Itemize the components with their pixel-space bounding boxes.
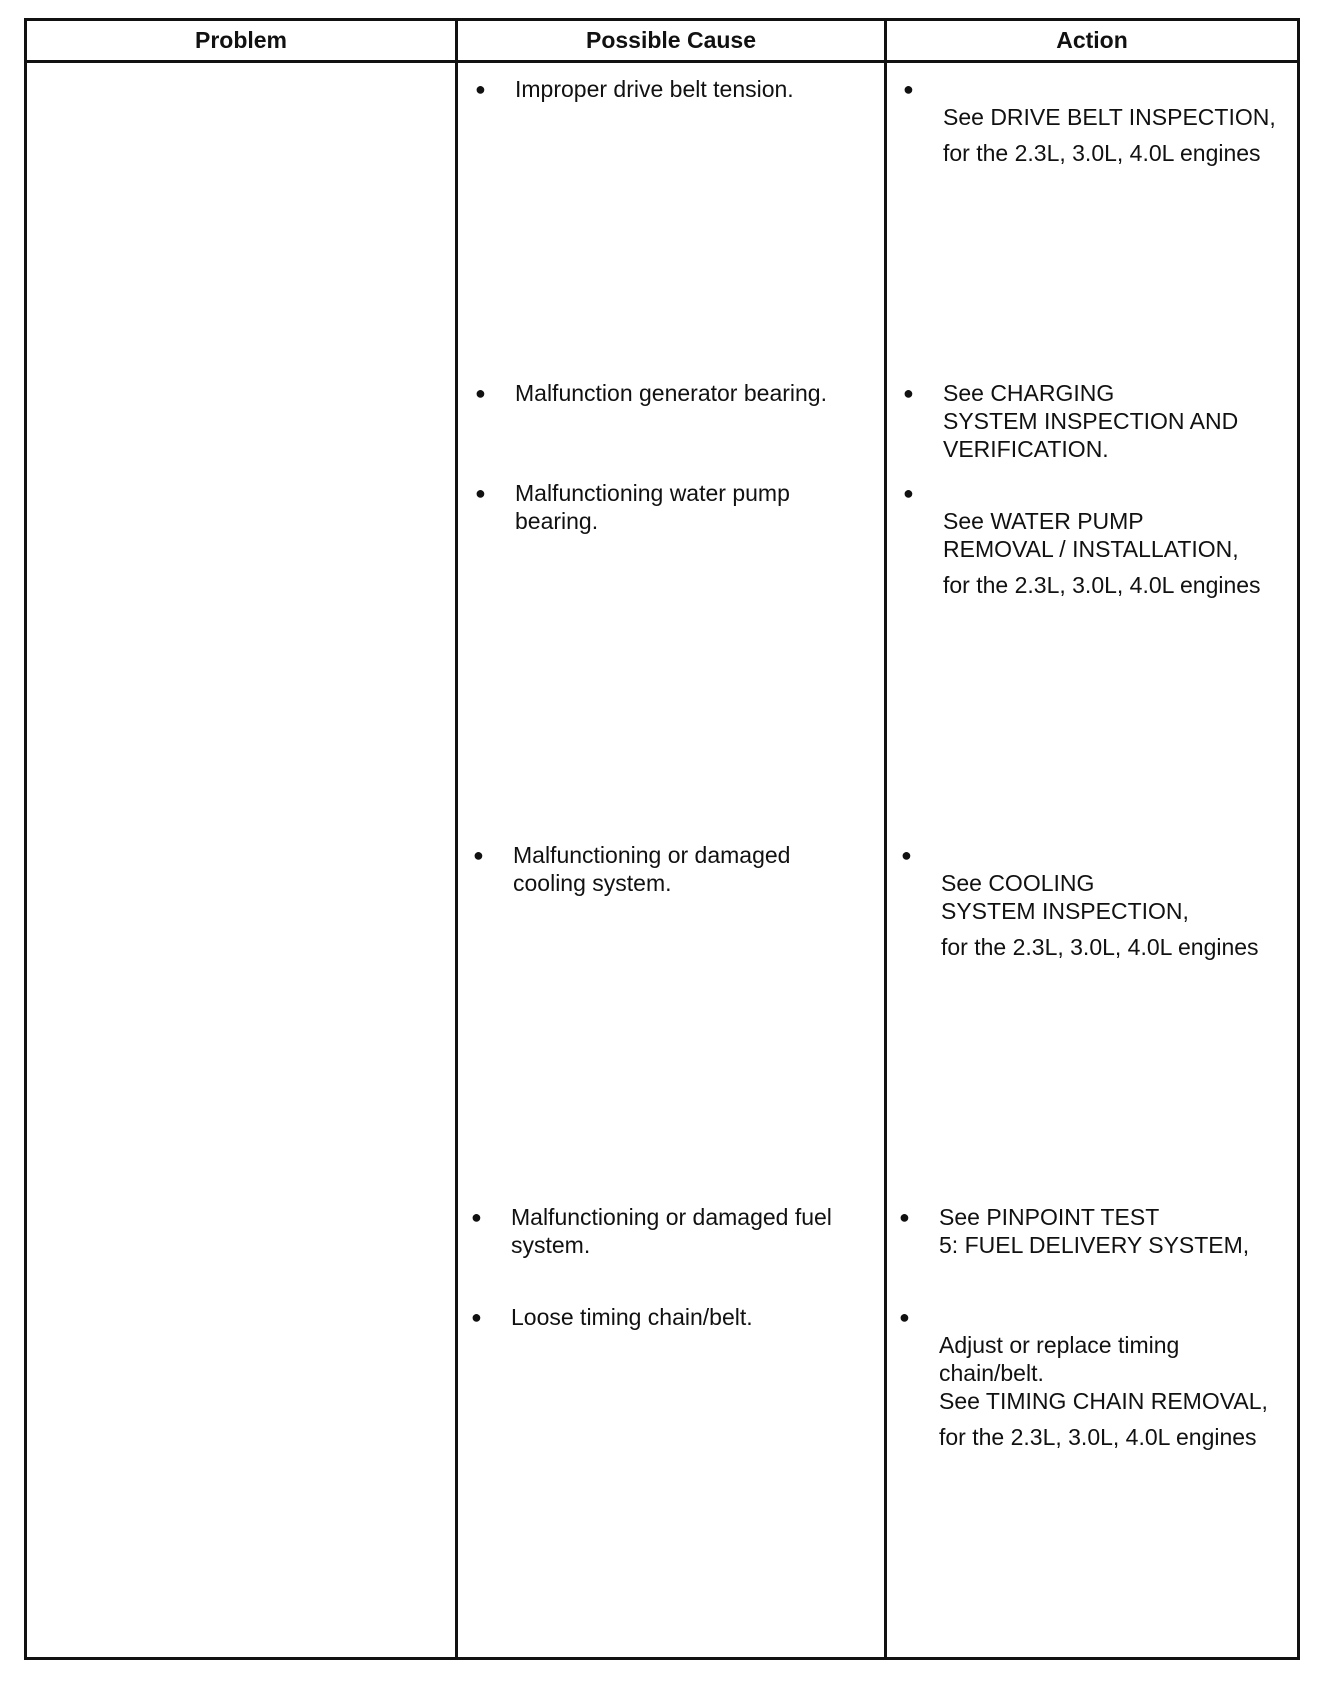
action-item <box>899 1203 1293 1259</box>
cause-text: Malfunctioning water pump bearing. <box>515 480 790 534</box>
action-text-main: Adjust or replace timing chain/belt. See TIMING CHAIN REMOVAL, <box>939 1332 1268 1414</box>
cause-item <box>475 75 875 103</box>
table-header-row <box>27 21 1297 63</box>
action-text <box>943 479 1261 627</box>
action-text-extra: for the 2.3L, 3.0L, 4.0L engines <box>943 140 1261 166</box>
bullet-icon: ● <box>475 483 486 503</box>
action-item <box>903 479 1297 627</box>
action-text: See CHARGING SYSTEM INSPECTION AND VERIFICATION. <box>943 380 1239 462</box>
header-problem: Problem <box>194 27 288 53</box>
action-text-extra: for the 2.3L, 3.0L, 4.0L engines <box>941 934 1259 960</box>
column-divider-1 <box>455 21 458 1657</box>
bullet-icon: ● <box>903 483 914 503</box>
header-action: Action <box>1056 27 1128 53</box>
action-item <box>899 1303 1293 1479</box>
action-text-main: See DRIVE BELT INSPECTION, <box>943 104 1276 130</box>
bullet-icon: ● <box>899 1307 910 1327</box>
cause-text: Malfunctioning or damaged cooling system. <box>513 842 791 896</box>
bullet-icon: ● <box>901 845 912 865</box>
action-text <box>943 75 1276 195</box>
cause-item <box>475 379 875 407</box>
action-item <box>903 379 1297 463</box>
cause-item <box>473 841 873 897</box>
bullet-icon: ● <box>473 845 484 865</box>
cause-item <box>471 1203 871 1259</box>
action-text: See PINPOINT TEST 5: FUEL DELIVERY SYSTEM, <box>939 1204 1250 1258</box>
cause-text: Malfunction generator bearing. <box>515 380 827 406</box>
header-possible-cause: Possible Cause <box>585 27 757 53</box>
bullet-icon: ● <box>899 1207 910 1227</box>
cause-text: Improper drive belt tension. <box>515 76 794 102</box>
cause-text: Loose timing chain/belt. <box>511 1304 753 1330</box>
bullet-icon: ● <box>471 1307 482 1327</box>
action-text-extra: for the 2.3L, 3.0L, 4.0L engines <box>939 1424 1257 1450</box>
action-item <box>903 75 1297 195</box>
action-text-main: See COOLING SYSTEM INSPECTION, <box>941 870 1189 924</box>
bullet-icon: ● <box>475 79 486 99</box>
column-divider-2 <box>884 21 887 1657</box>
action-text-extra: for the 2.3L, 3.0L, 4.0L engines <box>943 572 1261 598</box>
cause-item <box>475 479 875 535</box>
action-text-main: See WATER PUMP REMOVAL / INSTALLATION, <box>943 508 1239 562</box>
bullet-icon: ● <box>903 383 914 403</box>
bullet-icon: ● <box>903 79 914 99</box>
bullet-icon: ● <box>471 1207 482 1227</box>
bullet-icon: ● <box>475 383 486 403</box>
action-text <box>939 1303 1268 1479</box>
action-item <box>901 841 1295 989</box>
cause-text: Malfunctioning or damaged fuel system. <box>511 1204 832 1258</box>
action-text <box>941 841 1259 989</box>
cause-item <box>471 1303 871 1331</box>
troubleshooting-table <box>24 18 1300 1660</box>
